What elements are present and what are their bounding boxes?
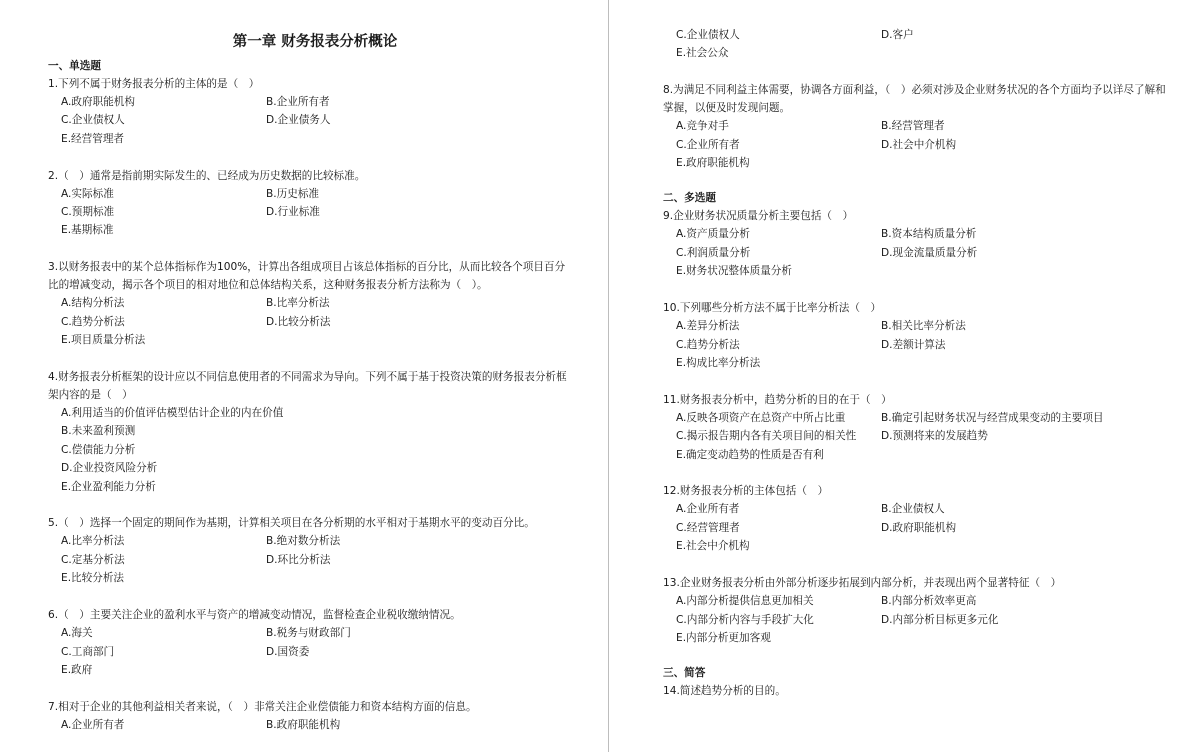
option: D.企业投资风险分析	[61, 462, 158, 475]
option-row	[676, 225, 1173, 243]
spacer	[663, 464, 1173, 483]
page-divider	[608, 0, 609, 752]
option: E.构成比率分析法	[676, 356, 761, 369]
options	[663, 592, 1173, 647]
option: B.税务与财政部门	[266, 627, 351, 640]
option: E.企业盈利能力分析	[61, 480, 156, 493]
option: C.定基分析法	[61, 553, 125, 566]
option-row	[676, 44, 1173, 62]
option: D.比较分析法	[266, 315, 331, 328]
question	[663, 391, 1173, 464]
option: E.确定变动趋势的性质是否有利	[676, 448, 824, 461]
question-stem: 14.简述趋势分析的目的。	[663, 685, 786, 698]
option-row	[676, 592, 1173, 610]
spacer	[48, 496, 568, 515]
option-row	[676, 611, 1173, 629]
question-stem: 4.财务报表分析框架的设计应以不同信息使用者的不同需求为导向。下列不属于基于投资决策的财务报表分析框架内容的是（ ）	[48, 371, 567, 402]
options	[48, 532, 568, 587]
section-heading: 一、单选题	[48, 60, 101, 72]
option-row	[676, 336, 1173, 354]
question	[663, 574, 1173, 647]
option: C.预期标准	[61, 206, 115, 219]
option: A.差异分析法	[676, 320, 740, 333]
option: A.资产质量分析	[676, 228, 750, 241]
option: C.工商部门	[61, 645, 115, 658]
section-heading: 三、简答	[663, 667, 706, 680]
option-row	[676, 537, 1173, 555]
question-stem: 5.（ ）选择一个固定的期间作为基期，计算相关项目在各分析期的水平相对于基期水平的变动百分比。	[48, 517, 535, 530]
options	[663, 225, 1173, 280]
page-title: 第一章 财务报表分析概论	[232, 34, 398, 50]
option: C.企业债权人	[676, 29, 740, 41]
option-row	[676, 154, 1173, 172]
option: D.内部分析目标更多元化	[881, 613, 999, 626]
option-row	[61, 478, 568, 496]
left-column	[48, 58, 568, 734]
option: B.内部分析效率更高	[881, 595, 977, 608]
option: B.经营管理者	[881, 120, 945, 133]
option-row	[61, 569, 568, 587]
option-row	[676, 427, 1173, 445]
option: C.企业债权人	[61, 114, 125, 127]
option: C.利润质量分析	[676, 246, 751, 259]
option-row	[61, 203, 568, 221]
question	[48, 258, 568, 349]
option-row	[61, 441, 568, 459]
option-row	[61, 661, 568, 679]
option: A.比率分析法	[61, 535, 125, 548]
option: E.基期标准	[61, 224, 114, 237]
option-row	[61, 313, 568, 331]
options	[663, 26, 1173, 63]
option: E.财务状况整体质量分析	[676, 265, 792, 278]
question-stem: 7.相对于企业的其他利益相关者来说，（ ）非常关注企业偿债能力和资本结构方面的信息。	[48, 700, 477, 713]
options	[48, 624, 568, 679]
question	[663, 482, 1173, 555]
option: B.资本结构质量分析	[881, 228, 977, 241]
spacer	[663, 63, 1173, 82]
question-stem: 8.为满足不同利益主体需要，协调各方面利益，（ ）必须对涉及企业财务状况的各个方面均予以详尽了解和掌握，以便及时发现问题。	[663, 84, 1166, 115]
spacer	[663, 281, 1173, 300]
option-row	[61, 185, 568, 203]
option: A.结构分析法	[61, 297, 125, 310]
option: A.企业所有者	[61, 718, 125, 731]
option: E.项目质量分析法	[61, 334, 146, 347]
option: B.比率分析法	[266, 297, 330, 310]
option-row	[676, 117, 1173, 135]
option: E.政府	[61, 663, 93, 676]
option: B.政府职能机构	[266, 718, 341, 731]
option: A.海关	[61, 627, 93, 640]
question-stem: 6.（ ）主要关注企业的盈利水平与资产的增减变动情况，监督检查企业税收缴纳情况。	[48, 609, 461, 622]
option-row	[676, 262, 1173, 280]
question-stem: 9.企业财务状况质量分析主要包括（ ）	[663, 210, 854, 223]
option: D.预测将来的发展趋势	[881, 430, 988, 443]
spacer	[663, 556, 1173, 575]
option-row	[61, 221, 568, 239]
option: E.政府职能机构	[676, 157, 750, 170]
options	[663, 500, 1173, 555]
options	[663, 317, 1173, 372]
question	[48, 167, 568, 240]
question-stem: 3.以财务报表中的某个总体指标作为100%，计算出各组成项目占该总体指标的百分比，从而比较各个项目百分比的增减变动，揭示各个项目的相对地位和总体结构关系，这种财务报表分析方法称为（ ）。	[48, 261, 566, 292]
option-row	[61, 404, 568, 422]
question-stem: 12.财务报表分析的主体包括（ ）	[663, 485, 829, 498]
options	[48, 185, 568, 240]
option: B.企业所有者	[266, 96, 330, 108]
question	[48, 75, 568, 148]
option: D.国资委	[266, 645, 310, 658]
option-row	[676, 446, 1173, 464]
spacer	[663, 647, 1173, 665]
option: D.政府职能机构	[881, 521, 957, 534]
section-heading: 二、多选题	[663, 192, 716, 205]
option: E.内部分析更加客观	[676, 631, 771, 644]
question	[663, 81, 1173, 172]
option-row	[61, 551, 568, 569]
option: E.社会中介机构	[676, 540, 750, 553]
option-row	[61, 422, 568, 440]
option-row	[676, 629, 1173, 647]
option: E.经营管理者	[61, 132, 125, 145]
option: D.企业债务人	[266, 114, 331, 127]
question-continuation	[663, 26, 1173, 63]
option-row	[676, 354, 1173, 372]
options	[48, 93, 568, 148]
option: D.行业标准	[266, 206, 320, 219]
spacer	[48, 588, 568, 607]
spacer	[663, 172, 1173, 190]
options	[48, 404, 568, 496]
option-row	[61, 331, 568, 349]
options	[663, 117, 1173, 172]
option-row	[676, 317, 1173, 335]
option: C.趋势分析法	[676, 338, 740, 351]
option: C.偿债能力分析	[61, 443, 136, 456]
options	[48, 294, 568, 349]
spacer	[48, 350, 568, 369]
question-stem: 13.企业财务报表分析由外部分析逐步拓展到内部分析，并表现出两个显著特征（ ）	[663, 577, 1062, 590]
question-stem: 1.下列不属于财务报表分析的主体的是（ ）	[48, 78, 260, 90]
option: A.竞争对手	[676, 120, 729, 133]
question	[663, 299, 1173, 372]
option: A.利用适当的价值评估模型估计企业的内在价值	[61, 407, 284, 420]
option: C.趋势分析法	[61, 315, 125, 328]
options	[663, 409, 1173, 464]
option-row	[676, 244, 1173, 262]
option: B.历史标准	[266, 187, 320, 200]
right-page	[610, 0, 1185, 752]
question	[48, 368, 568, 496]
spacer	[48, 240, 568, 259]
spacer	[663, 372, 1173, 391]
question-stem: 2.（ ）通常是指前期实际发生的、已经成为历史数据的比较标准。	[48, 169, 366, 182]
option: D.现金流量质量分析	[881, 246, 978, 259]
option-row	[676, 409, 1173, 427]
option: B.企业债权人	[881, 503, 945, 516]
option: D.差额计算法	[881, 338, 946, 351]
option-row	[61, 294, 568, 312]
option: A.政府职能机构	[61, 96, 135, 108]
option: C.企业所有者	[676, 138, 740, 151]
question	[663, 207, 1173, 280]
question	[663, 682, 1173, 700]
option-row	[61, 111, 568, 129]
option: A.内部分析提供信息更加相关	[676, 595, 814, 608]
option: A.实际标准	[61, 187, 114, 200]
spacer	[48, 679, 568, 698]
option-row	[61, 130, 568, 148]
question-stem: 11.财务报表分析中，趋势分析的目的在于（ ）	[663, 393, 892, 406]
option: C.经营管理者	[676, 521, 740, 534]
option: B.相关比率分析法	[881, 320, 966, 333]
option-row	[61, 532, 568, 550]
option-row	[676, 500, 1173, 518]
option-row	[676, 26, 1173, 44]
option-row	[61, 716, 568, 734]
option: A.反映各项资产在总资产中所占比重	[676, 411, 846, 424]
spacer	[48, 148, 568, 167]
option-row	[61, 643, 568, 661]
option: B.确定引起财务状况与经营成果变动的主要项目	[881, 411, 1104, 424]
option-row	[676, 136, 1173, 154]
option: B.绝对数分析法	[266, 535, 341, 548]
option-row	[61, 93, 568, 111]
option-row	[61, 624, 568, 642]
option: E.比较分析法	[61, 572, 125, 585]
option-row	[676, 519, 1173, 537]
option: E.社会公众	[676, 47, 729, 60]
option: D.环比分析法	[266, 553, 331, 566]
question	[48, 606, 568, 679]
option: D.社会中介机构	[881, 138, 957, 151]
option-row	[61, 459, 568, 477]
right-column	[663, 26, 1173, 700]
options	[48, 716, 568, 734]
question	[48, 698, 568, 734]
question	[48, 514, 568, 587]
option: C.揭示报告期内各有关项目间的相关性	[676, 430, 857, 443]
option: B.未来盈利预测	[61, 425, 136, 438]
question-stem: 10.下列哪些分析方法不属于比率分析法（ ）	[663, 302, 882, 315]
option: A.企业所有者	[676, 503, 740, 516]
option: C.内部分析内容与手段扩大化	[676, 613, 814, 626]
option: D.客户	[881, 29, 914, 41]
